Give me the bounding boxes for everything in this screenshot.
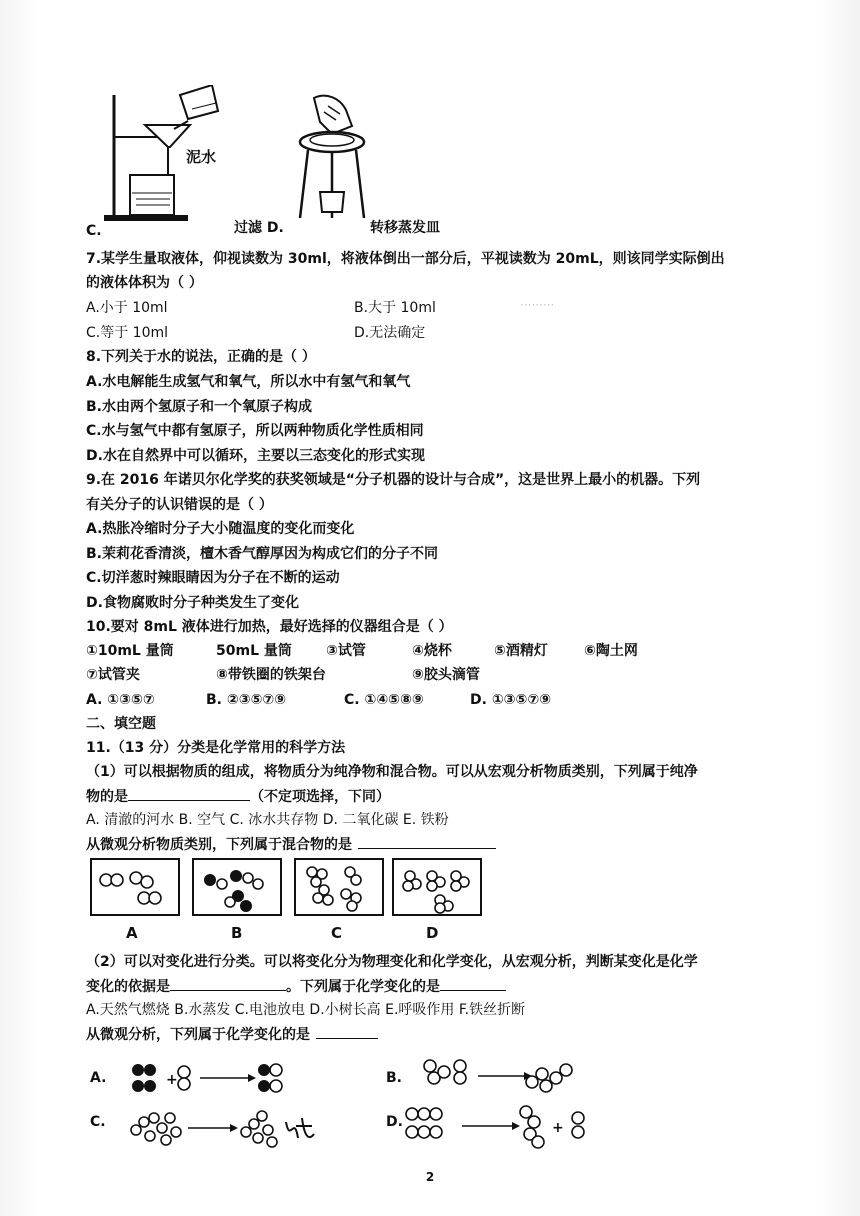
q9-option-a: A.热胀冷缩时分子大小随温度的变化而变化 [86,521,355,537]
q9-option-c: C.切洋葱时辣眼睛因为分子在不断的运动 [86,570,340,586]
q10-stem: 10.要对 8mL 液体进行加热，最好选择的仪器组合是（ ） [86,619,453,635]
q9-option-d: D.食物腐败时分子种类发生了变化 [86,595,299,611]
q11-part2-line1: （2）可以对变化进行分类。可以将变化分为物理变化和化学变化，从宏观分析，判断某变化是化学 [86,954,698,970]
q10-instrument-7: ⑦试管夹 [86,667,140,683]
q11-part2-options: A.天然气燃烧 B.水蒸发 C.电池放电 D.小树长高 E.呼吸作用 F.铁丝折断 [86,1002,526,1018]
q9-stem-line1: 9.在 2016 年诺贝尔化学奖的获奖领域是“分子机器的设计与合成”，这是世界上最小的机器。下列 [86,472,701,488]
q10-instrument-3: ③试管 [326,643,366,659]
reaction-label-d: D. [386,1114,403,1130]
q11-part2-question: 。下列属于化学变化的是 [286,979,440,995]
q11-part2-micro [86,1024,378,1045]
q10-option-b: B. ②③⑤⑦⑨ [206,692,287,708]
box-label-c: C [331,924,343,942]
evaporating-dish-figure [292,92,372,224]
q8-option-b: B.水由两个氢原子和一个氧原子构成 [86,399,312,415]
box-label-d: D [426,924,439,942]
q11-part1-prompt: 物的是 [86,789,128,805]
q10-instrument-5: ⑤酒精灯 [494,643,548,659]
reaction-label-c: C. [90,1114,106,1130]
q11-part2-line2 [86,976,506,997]
q10-option-a: A. ①③⑤⑦ [86,692,155,708]
q10-instrument-4: ④烧杯 [412,643,452,659]
q11-part1-line2 [86,786,390,807]
show-through-text: ········· [520,298,555,312]
q10-option-c: C. ①④⑤⑧⑨ [344,692,424,708]
molecule-diagram-d [394,860,480,914]
q10-instrument-6: ⑥陶土网 [584,643,638,659]
reaction-diagram-a [128,1060,298,1098]
q8-option-c: C.水与氢气中都有氢原子，所以两种物质化学性质相同 [86,423,424,439]
reaction-diagram-b [420,1052,590,1098]
molecule-box-c [294,858,384,916]
answer-blank-pure-substance[interactable] [128,786,250,801]
page-number: 2 [425,1170,435,1184]
q11-part2-prompt: 变化的依据是 [86,979,170,995]
molecule-box-a [90,858,180,916]
q6-option-c: C. [86,223,102,239]
box-label-a: A [126,924,138,942]
q11-part1-micro [86,834,496,855]
q11-part1-note: （不定项选择，下同） [250,789,390,805]
q8-option-d: D.水在自然界中可以循环，主要以三态变化的形式实现 [86,448,425,464]
answer-blank-criterion[interactable] [170,976,286,991]
plus-sign: + [166,1072,178,1088]
q10-instrument-8: ⑧带铁圈的铁架台 [216,667,326,683]
box-label-b: B [231,924,243,942]
q6-caption-transfer: 转移蒸发皿 [370,220,440,236]
q9-option-b: B.茉莉花香清淡，檀木香气醇厚因为构成它们的分子不同 [86,546,438,562]
q7-stem-line2: 的液体体积为（ ） [86,275,203,291]
q10-instrument-9: ⑨胶头滴管 [412,667,480,683]
reaction-label-a: A. [90,1070,107,1086]
q7-option-c: C.等于 10ml [86,325,169,341]
reaction-label-b: B. [386,1070,402,1086]
molecule-diagram-b [194,860,280,914]
q10-instrument-2: 50mL 量筒 [216,643,292,659]
q7-stem-line1: 7.某学生量取液体，仰视读数为 30ml，将液体倒出一部分后，平视读数为 20mL，则该同学实际倒出 [86,251,725,267]
plus-sign: + [552,1120,564,1136]
q7-option-d: D.无法确定 [354,325,426,341]
q10-option-d: D. ①③⑤⑦⑨ [470,692,552,708]
q11-part1-line1: （1）可以根据物质的组成，将物质分为纯净物和混合物。可以从宏观分析物质类别，下列属于纯净 [86,764,698,780]
q7-option-a: A.小于 10ml [86,300,168,316]
answer-blank-micro-change[interactable] [316,1024,378,1039]
q11-part1-options: A. 清澈的河水 B. 空气 C. 冰水共存物 D. 二氧化碳 E. 铁粉 [86,812,449,828]
q7-option-b: B.大于 10ml [354,300,436,316]
q8-option-a: A.水电解能生成氢气和氧气，所以水中有氢气和氧气 [86,374,411,390]
reaction-diagram-c [126,1104,326,1150]
q6-caption-filtration: 过滤 D. [234,220,284,236]
answer-blank-mixture[interactable] [358,834,496,849]
reaction-diagram-d [402,1100,602,1152]
molecule-box-b [192,858,282,916]
q9-stem-line2: 有关分子的认识错误的是（ ） [86,497,273,513]
q10-instrument-1: ①10mL 量筒 [86,643,174,659]
answer-blank-chemical-change[interactable] [440,976,506,991]
muddy-water-label: 泥水 [186,148,217,166]
q11-part1-micro-prompt: 从微观分析物质类别，下列属于混合物的是 [86,837,352,853]
q8-stem: 8.下列关于水的说法，正确的是（ ） [86,349,316,365]
molecule-diagram-c [296,860,382,914]
molecule-diagram-a [92,860,178,914]
q11-part2-micro-prompt: 从微观分析，下列属于化学变化的是 [86,1027,310,1043]
molecule-box-d [392,858,482,916]
section-title-fill-in: 二、填空题 [86,716,156,732]
q11-stem: 11.（13 分）分类是化学常用的科学方法 [86,740,346,756]
